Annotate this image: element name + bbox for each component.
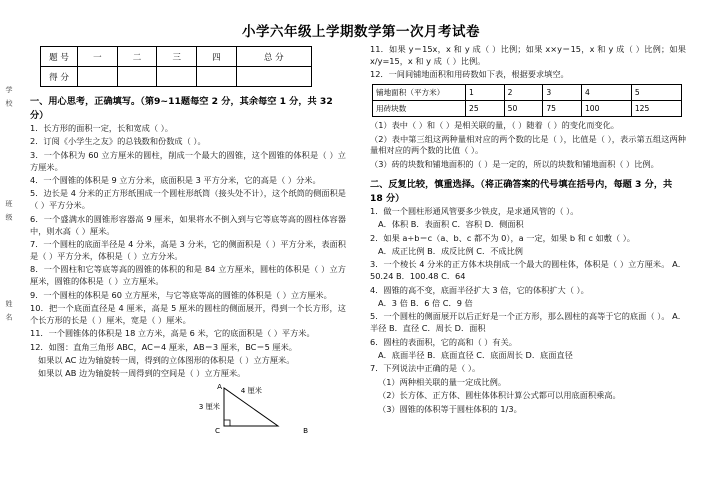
- choice-item: 1．做一个圆柱形通风管要多少铁皮，是求通风管的（ ）。: [370, 205, 579, 216]
- table-cell: 2: [504, 85, 543, 101]
- score-cell: [78, 67, 118, 87]
- table-row-header-area: 铺地面积（平方米）: [373, 85, 466, 101]
- choice-item: 6．圆柱的表面积，它的高和（ ）有关。: [370, 336, 517, 347]
- question-item: 11．一个圆锥体的体积是 18 立方米，高是 6 米，它的底面积是（ ）平方米。: [30, 328, 315, 339]
- score-cell: [157, 67, 197, 87]
- section-2-heading: 二、反复比较，慎重选择。（将正确答案的代号填在括号内，每题 3 分，共 18 分）: [370, 178, 673, 204]
- table-cell: 1: [466, 85, 505, 101]
- brick-area-table: [372, 84, 682, 117]
- question-item: 12．如图：直角三角形 ABC，AC＝4 厘米，AB＝3 厘米，BC＝5 厘米。: [30, 341, 297, 352]
- score-cell: [197, 67, 237, 87]
- table-row: [41, 47, 312, 67]
- question-item: 4．一个圆锥的体积是 9 立方分米，底面积是 3 平方分米，它的高是（ ）分米。: [30, 175, 321, 186]
- margin-note-name: 姓 名: [5, 300, 13, 323]
- score-cell-total: [236, 67, 311, 87]
- score-cell: 二: [117, 47, 157, 67]
- question-item: 2．订阅《小学生之友》的总钱数和份数成（ ）。: [30, 136, 206, 147]
- choice-subitem: （2）长方体、正方体、圆柱体体积计算公式都可以用底面积乘高。: [378, 390, 621, 401]
- choice-subitem: （3）圆锥的体积等于圆柱体积的 1/3。: [378, 403, 522, 414]
- section-1-heading: 一、用心思考，正确填写。（第9~11题每空 2 分，其余每空 1 分，共 32 分）: [30, 96, 333, 121]
- table-cell: 50: [504, 101, 543, 117]
- question-subitem: （2）表中第三组这两种量相对应的两个数的比是（ ），比值是（ ），表示第五组这两种量相对应的两个数的比值（ ）。: [370, 133, 686, 156]
- right-column: [364, 44, 686, 434]
- figure-label-c: C: [214, 426, 220, 436]
- choice-options: A．成正比例 B．成反比例 C．不成比例: [378, 245, 523, 256]
- score-cell-total: 总 分: [236, 47, 311, 67]
- question-item: 如果以 AC 边为轴旋转一周，得到的立体图形的体积是（ ）立方厘米。: [38, 355, 295, 366]
- figure-label-side-ac: 4 厘米: [240, 386, 262, 396]
- score-table: [40, 46, 312, 87]
- score-cell: 三: [157, 47, 197, 67]
- choice-options: A．3 倍 B．6 倍 C．9 倍: [378, 297, 473, 308]
- score-row-label: 得 分: [41, 67, 78, 87]
- question-item: 8．一个圆柱和它等底等高的圆锥的体积的和是 84 立方厘米，圆柱的体积是（ ）立方厘米，圆锥的体积是（ ）立方厘米。: [30, 264, 346, 287]
- question-item: 3．一个体积为 60 立方厘米的圆柱，削成一个最大的圆锥，这个圆锥的体积是（ ）立方厘米。: [30, 149, 346, 172]
- score-row-label: 题 号: [41, 47, 78, 67]
- margin-note-class: 班 级: [5, 200, 13, 223]
- question-item: 11．如果 y＝15x，x 和 y 成（ ）比例；如果 x×y＝15，x 和 y 成（ ）比例；如果 x/y=15，x 和 y 成（ ）比例。: [370, 44, 686, 66]
- choice-item: 5．一个圆柱的侧面展开以后正好是一个正方形，那么圆柱的高等于它的底面（ ）。 A．半径 B．直径 C．周长 D．面积: [370, 311, 686, 334]
- choice-options: A．体积 B．表面积 C．容积 D．侧面积: [378, 219, 524, 230]
- table-row: [373, 101, 682, 117]
- table-cell: 5: [631, 85, 681, 101]
- choice-subitem: （1）两种相关联的量一定成比例。: [378, 376, 507, 387]
- choice-item: 7．下列说法中正确的是（ ）。: [370, 363, 481, 374]
- question-subitem: （1）表中（ ）和（ ）是相关联的量，（ ）随着（ ）的变化而变化。: [370, 120, 619, 131]
- question-item: 9．一个圆柱的体积是 60 立方厘米，与它等底等高的圆锥的体积是（ ）立方厘米。: [30, 289, 332, 300]
- choice-item: 2．如果 a÷b＝c（a、b、c 都不为 0），a 一定，如果 b 和 c 如敷（ ）。: [370, 232, 635, 243]
- table-row: [373, 85, 682, 101]
- page-title-wrap: [30, 20, 686, 40]
- table-row: [41, 67, 312, 87]
- question-item: 5．边长是 4 分米的正方形纸围成一个圆柱形纸筒（接头处不计），这个纸筒的侧面积是（ ）平方分米。: [30, 188, 346, 211]
- choice-item: 4．圆锥的高不变，底面半径扩大 3 倍，它的体积扩大（ ）。: [370, 284, 589, 295]
- triangle-figure: [30, 382, 346, 434]
- margin-note-school: 学 校: [5, 86, 13, 109]
- score-cell: 四: [197, 47, 237, 67]
- table-cell: 25: [466, 101, 505, 117]
- figure-label-a: A: [217, 382, 222, 392]
- question-item: 7．一个圆柱的底面半径是 4 分米，高是 3 分米，它的侧面积是（ ）平方分米，表面积是（ ）平方分米，体积是（ ）立方分米。: [30, 239, 346, 261]
- score-cell: 一: [78, 47, 118, 67]
- table-cell: 75: [543, 101, 582, 117]
- choice-item: 3．一个棱长 4 分米的正方体木块削成一个最大的圆柱体，体积是（ ）立方厘米。 A．50.24 B．100.48 C．64: [370, 259, 686, 282]
- table-row-header-bricks: 用砖块数: [373, 101, 466, 117]
- question-item: 10．把一个底面直径是 4 厘米，高是 5 厘米的圆柱的侧面展开，得到一个长方形，这个长方形的长是（ ）厘米，宽是（ ）厘米。: [30, 302, 346, 325]
- table-cell: 4: [581, 85, 631, 101]
- table-cell: 3: [543, 85, 582, 101]
- left-column: [30, 44, 350, 434]
- table-cell: 100: [581, 101, 631, 117]
- question-item: 12．一间间铺地面积和用砖数如下表，根据要求填空。: [370, 69, 569, 80]
- figure-label-b: B: [303, 426, 308, 436]
- two-column-body: [30, 44, 686, 434]
- question-item: 6．一个盛满水的圆锥形容器高 9 厘米，如果将水不倒入到与它等底等高的圆柱体容器中，则水高（ ）厘米。: [30, 213, 346, 236]
- choice-options: A．底面半径 B．底面直径 C．底面周长 D．底面直径: [378, 350, 573, 361]
- table-cell: 125: [631, 101, 681, 117]
- question-subitem: （3）砖的块数和铺地面积的（ ）是一定的，所以的块数和铺地面积（ ）比例。: [370, 158, 659, 169]
- page-title: 小学六年级上学期数学第一次月考试卷: [242, 24, 480, 40]
- question-item: 1．长方形的面积一定，长和宽成（ ）。: [30, 123, 173, 133]
- score-cell: [117, 67, 157, 87]
- question-item: 如果以 AB 边为轴旋转一周得到的空间是（ ）立方厘米。: [38, 368, 246, 379]
- figure-label-side-ab: 3 厘米: [198, 402, 220, 412]
